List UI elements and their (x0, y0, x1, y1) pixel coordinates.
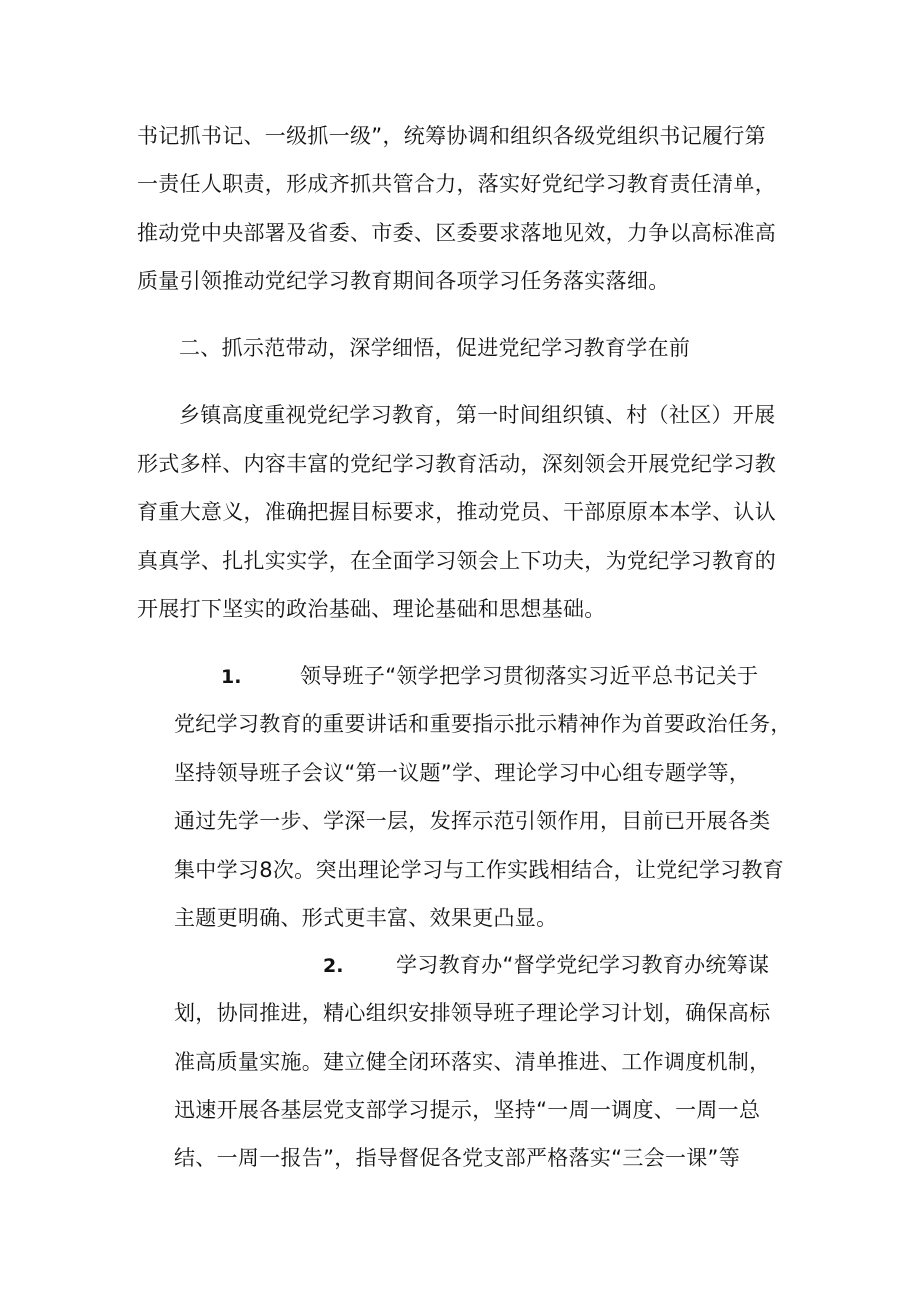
paragraph-line: 推动党中央部署及省委、市委、区委要求落地见效，力争以高标准高 (137, 221, 776, 245)
paragraph-line: 一责任人职责，形成齐抓共管合力，落实好党纪学习教育责任清单， (137, 172, 776, 196)
list-item-line: 领导班子“领学把学习贯彻落实习近平总书记关于 (300, 664, 759, 688)
list-number: 2. (323, 955, 344, 977)
list-item-line: 准高质量实施。建立健全闭环落实、清单推进、工作调度机制， (174, 1050, 771, 1074)
list-item-line: 坚持领导班子会议“第一议题”学、理论学习中心组专题学等， (174, 761, 751, 785)
paragraph-line: 乡镇高度重视党纪学习教育，第一时间组织镇、村（社区）开展 (179, 403, 776, 427)
list-item-line: 主题更明确、形式更丰富、效果更凸显。 (174, 906, 558, 930)
list-number: 1. (221, 666, 242, 688)
list-item-line: 通过先学一步、学深一层，发挥示范引领作用，目前已开展各类 (174, 809, 771, 833)
list-item-line: 学习教育办“督学党纪学习教育办统筹谋 (396, 953, 770, 977)
paragraph-line: 开展打下坚实的政治基础、理论基础和思想基础。 (137, 597, 606, 621)
paragraph-line: 真真学、扎扎实实学，在全面学习领会上下功夫，为党纪学习教育的 (137, 549, 776, 573)
section-heading: 二、抓示范带动，深学细悟，促进党纪学习教育学在前 (179, 336, 691, 360)
list-item-line: 迅速开展各基层党支部学习提示，坚持“一周一调度、一周一总 (174, 1098, 761, 1122)
list-item-line: 划，协同推进，精心组织安排领导班子理论学习计划，确保高标 (174, 1001, 771, 1025)
list-item-line: 结、一周一报告”，指导督促各党支部严格落实“三会一课”等 (174, 1146, 741, 1170)
paragraph-line: 书记抓书记、一级抓一级”，统筹协调和组织各级党组织书记履行第 (137, 124, 766, 148)
paragraph-line: 育重大意义，准确把握目标要求，推动党员、干部原原本本学、认认 (137, 500, 776, 524)
list-item-line: 集中学习8次。突出理论学习与工作实践相结合，让党纪学习教育 (174, 858, 785, 882)
list-item-line: 党纪学习教育的重要讲话和重要指示批示精神作为首要政治任务， (174, 712, 792, 736)
paragraph-line: 质量引领推动党纪学习教育期间各项学习任务落实落细。 (137, 269, 670, 293)
paragraph-line: 形式多样、内容丰富的党纪学习教育活动，深刻领会开展党纪学习教 (137, 452, 776, 476)
